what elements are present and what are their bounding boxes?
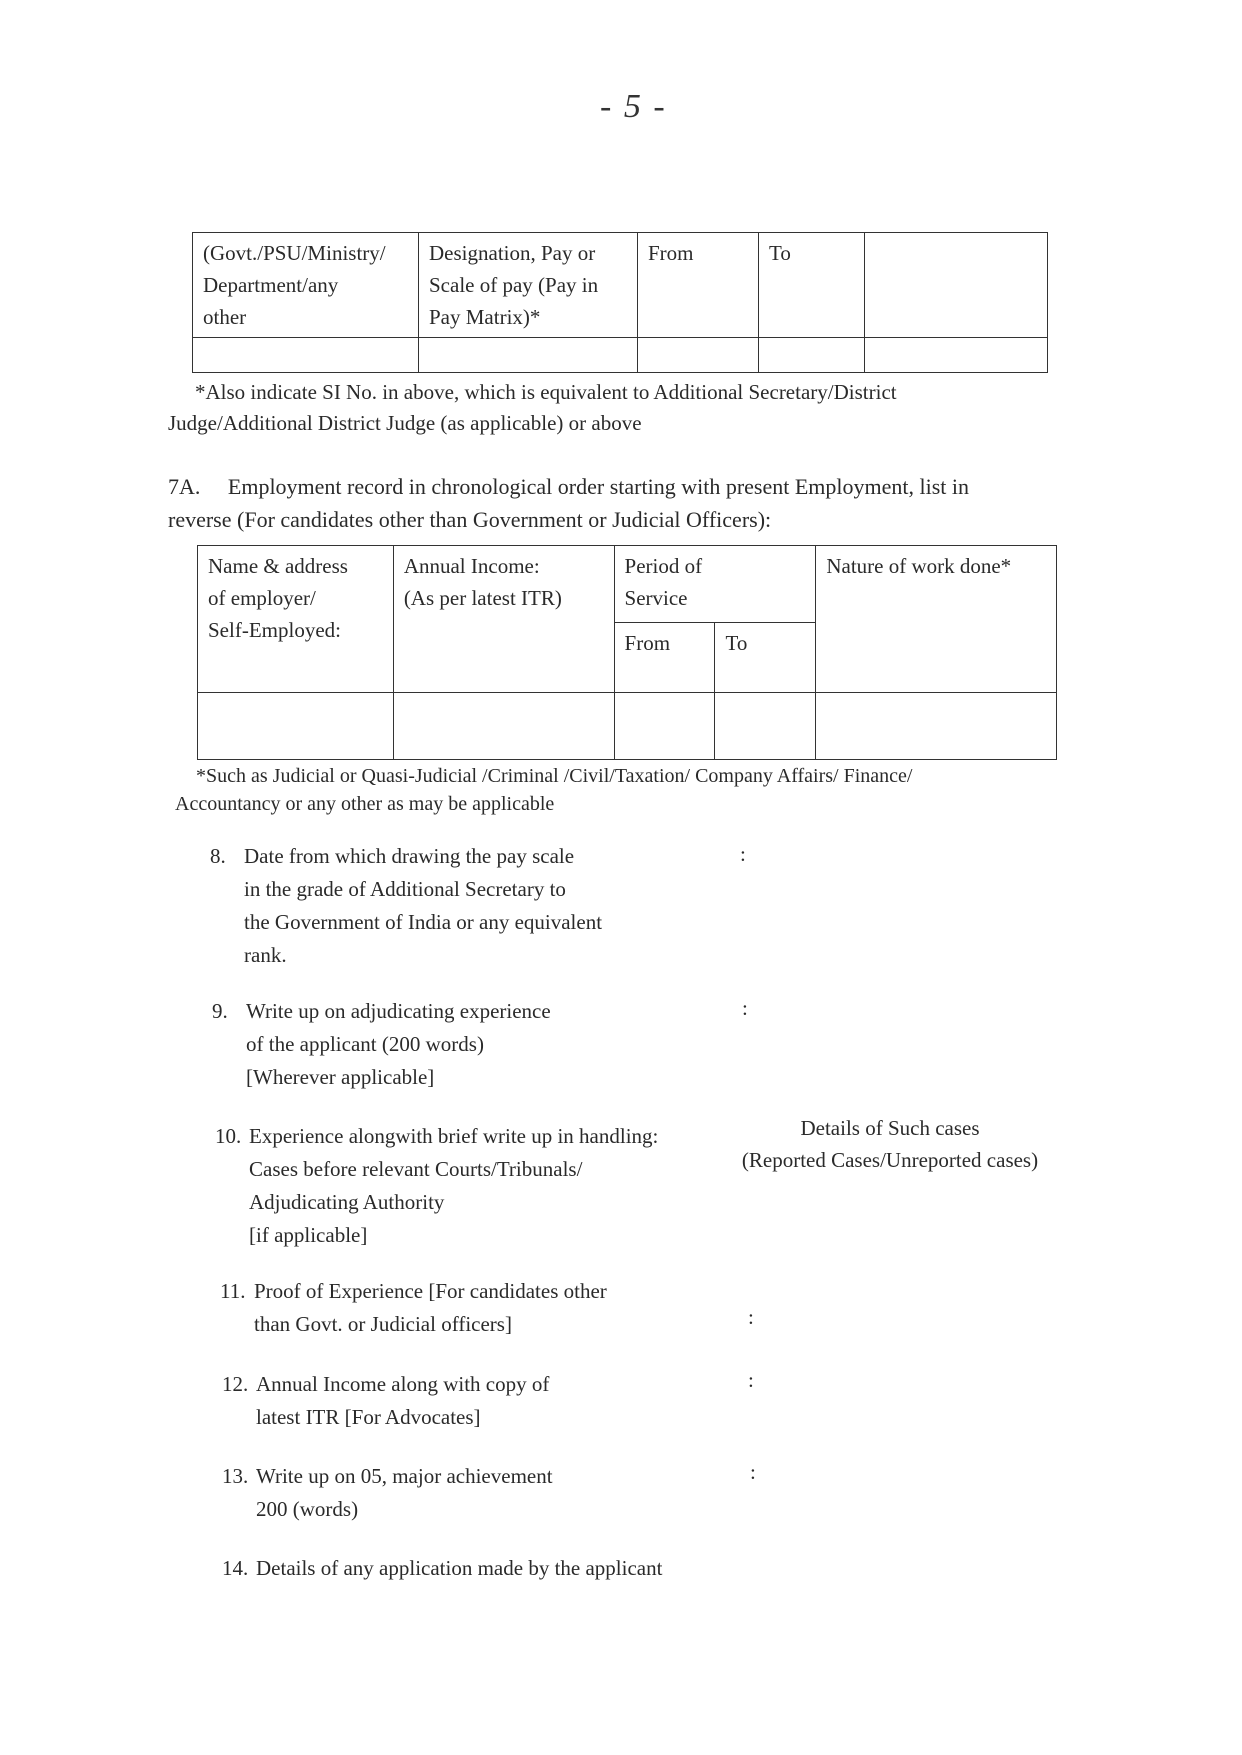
employment-record-table [197, 545, 1057, 760]
table-header-row [193, 233, 1048, 338]
service-record-table [192, 232, 1048, 373]
table-cell[interactable] [865, 338, 1048, 373]
table-row [193, 338, 1048, 373]
table-cell[interactable] [816, 693, 1057, 760]
blank-header [865, 233, 1048, 338]
details-of-cases: Details of Such cases (Reported Cases/Unreported cases) [741, 1116, 1039, 1172]
period-of-service-header: Period of Service [614, 546, 816, 623]
item-9: 9. Write up on adjudicating experience of the applicant (200 words) [Wherever applicable] [212, 999, 551, 1089]
section-7a-line-1: 7A. Employment record in chronological order starting with present Employment, list in [168, 474, 970, 499]
item-13-colon: : [750, 1460, 756, 1484]
to-header: To [759, 233, 865, 338]
note-2-line-1: *Such as Judicial or Quasi-Judicial /Criminal /Civil/Taxation/ Company Affairs/ Finance/ [196, 765, 913, 787]
from-header: From [638, 233, 759, 338]
table-header-row [198, 546, 1057, 623]
table-cell[interactable] [419, 338, 638, 373]
table-cell[interactable] [715, 693, 816, 760]
item-12: 12. Annual Income along with copy of latest ITR [For Advocates] [222, 1372, 550, 1429]
item-11-colon: : [748, 1305, 754, 1329]
from-header: From [614, 622, 715, 692]
employer-header: Name & address of employer/ Self-Employed: [198, 546, 394, 693]
table-cell[interactable] [393, 693, 614, 760]
item-12-colon: : [748, 1368, 754, 1392]
note-2-line-2: Accountancy or any other as may be applicable [175, 793, 555, 815]
item-11: 11. Proof of Experience [For candidates other than Govt. or Judicial officers] [220, 1279, 607, 1336]
nature-of-work-header: Nature of work done* [816, 546, 1057, 693]
organisation-header: (Govt./PSU/Ministry/ Department/any other [193, 233, 419, 338]
section-7a-line-2: reverse (For candidates other than Government or Judicial Officers): [168, 507, 772, 532]
table-cell[interactable] [198, 693, 394, 760]
note-1-line-2: Judge/Additional District Judge (as applicable) or above [168, 411, 642, 435]
table-cell[interactable] [638, 338, 759, 373]
item-8-colon: : [740, 842, 746, 866]
note-1-line-1: *Also indicate SI No. in above, which is equivalent to Additional Secretary/District [195, 380, 897, 404]
item-13: 13. Write up on 05, major achievement 200 (words) [222, 1464, 553, 1521]
table-cell[interactable] [759, 338, 865, 373]
item-10: 10. Experience alongwith brief write up in handling: Cases before relevant Courts/Tribunals/ Adjudicating Authority [if applicable] [215, 1124, 659, 1247]
section-7a-number: 7A. [168, 474, 201, 499]
item-9-colon: : [742, 996, 748, 1020]
designation-header: Designation, Pay or Scale of pay (Pay in Pay Matrix)* [419, 233, 638, 338]
table-cell[interactable] [193, 338, 419, 373]
to-header: To [715, 622, 816, 692]
table-cell[interactable] [614, 693, 715, 760]
item-14: 14. Details of any application made by the applicant [222, 1556, 663, 1580]
item-8: 8. Date from which drawing the pay scale in the grade of Additional Secretary to the Government of India or any equivalent rank. [210, 844, 603, 967]
table-row [198, 693, 1057, 760]
annual-income-header: Annual Income: (As per latest ITR) [393, 546, 614, 693]
page-number: - 5 - [600, 88, 667, 125]
